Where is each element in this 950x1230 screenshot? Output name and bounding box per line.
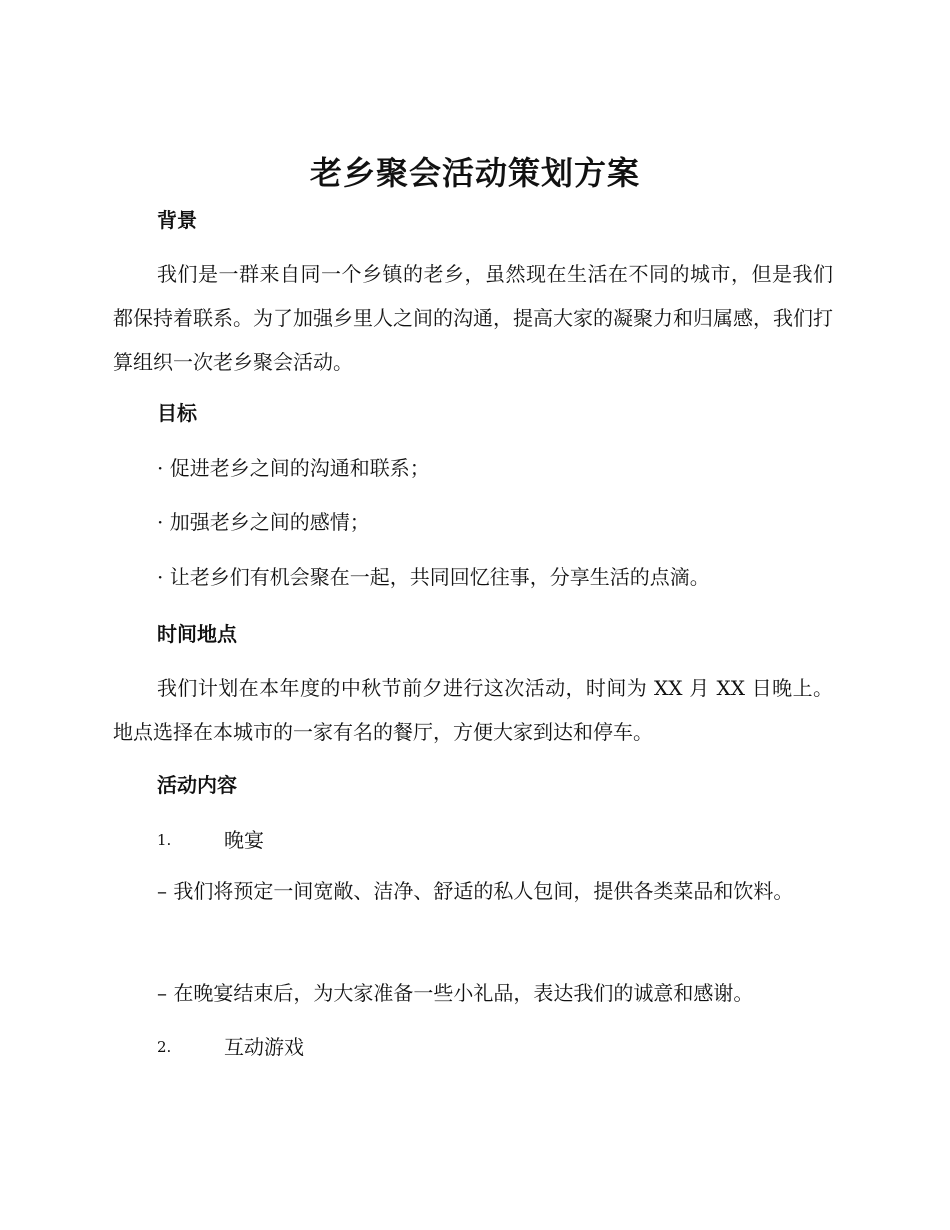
banquet-detail: – 在晚宴结束后，为大家准备一些小礼品，表达我们的诚意和感谢。: [157, 981, 754, 1005]
document-title: 老乡聚会活动策划方案: [309, 154, 640, 192]
goal-item: · 促进老乡之间的沟通和联系；: [157, 456, 430, 480]
time-place-paragraph: 我们计划在本年度的中秋节前夕进行这次活动，时间为 XX 月 XX 日晚上。地点选择在本城市的一家有名的餐厅，方便大家到达和停车。: [113, 676, 833, 744]
list-item-label: 晚宴: [224, 828, 264, 852]
list-item-label: 互动游戏: [224, 1035, 304, 1059]
section-heading-content: 活动内容: [157, 773, 237, 797]
list-number: 1.: [157, 831, 172, 849]
background-paragraph: 我们是一群来自同一个乡镇的老乡，虽然现在生活在不同的城市，但是我们都保持着联系。为了加强乡里人之间的沟通，提高大家的凝聚力和归属感，我们打算组织一次老乡聚会活动。: [113, 262, 833, 374]
section-heading-time-place: 时间地点: [157, 622, 237, 646]
goal-item: · 加强老乡之间的感情；: [157, 510, 370, 534]
list-number: 2.: [157, 1038, 172, 1056]
section-heading-background: 背景: [157, 208, 197, 232]
section-heading-goals: 目标: [157, 401, 197, 425]
banquet-detail: – 我们将预定一间宽敞、洁净、舒适的私人包间，提供各类菜品和饮料。: [157, 879, 794, 903]
goal-item: · 让老乡们有机会聚在一起，共同回忆往事，分享生活的点滴。: [157, 565, 710, 589]
